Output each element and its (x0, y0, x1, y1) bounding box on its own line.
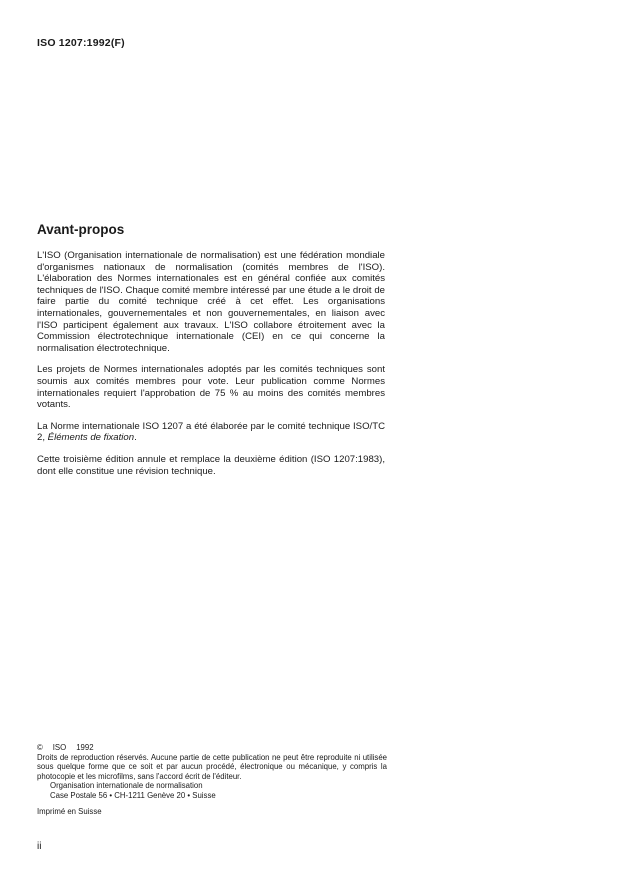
committee-title-italic: Éléments de fixation (47, 432, 135, 444)
copyright-symbol: © (37, 743, 43, 752)
printed-in: Imprimé en Suisse (37, 806, 102, 816)
paragraph-edition: Cette troisième édition annule et remplace la deuxième édition (ISO 1207:1983), dont elle constitue une révision technique. (37, 453, 385, 477)
paragraph-iso-overview: L'ISO (Organisation internationale de normalisation) est une fédération mondiale d'organismes nationaux de normalisation (comités membres de l'ISO). L'élaboration des Normes internationales est en général confiée aux comités techniques de l'ISO. Chaque comité membre intéressé par une étude a le droit de faire partie du comité technique créé à cet effet. Les organisations internationales, gouvernementales et non gouvernementales, en liaison avec l'ISO participent également aux travaux. L'ISO collabore étroitement avec la Commission électrotechnique internationale (CEI) en ce qui concerne la normalisation électrotechnique. (37, 250, 385, 354)
copyright-org: ISO (52, 743, 67, 752)
section-title: Avant-propos (37, 222, 125, 237)
copyright-address: Case Postale 56 • CH-1211 Genève 20 • Suisse (50, 790, 216, 800)
paragraph-committee-text: La Norme internationale ISO 1207 a été élaborée par le comité technique ISO/TC 2, (37, 420, 385, 444)
copyright-block (37, 743, 387, 816)
page-number: ii (37, 841, 42, 852)
paragraph-committee-end: . (134, 432, 137, 444)
foreword-body (37, 250, 385, 484)
copyright-organisation: Organisation internationale de normalisation (50, 781, 203, 791)
copyright-line (37, 743, 387, 753)
paragraph-draft-standards: Les projets de Normes internationales adoptés par les comités techniques sont soumis aux comités membres pour vote. Leur publication comme Normes internationales requiert l'approbation de 75 % au moins des comités membres votants. (37, 364, 385, 411)
document-reference: ISO 1207:1992(F) (37, 37, 125, 49)
paragraph-committee (37, 421, 385, 444)
copyright-year: 1992 (76, 743, 94, 752)
copyright-rights: Droits de reproduction réservés. Aucune partie de cette publication ne peut être reproduite ni utilisée sous quelque forme que ce soit et par aucun procédé, électronique ou mécanique, y compris la photocopie et les microfilms, sans l'accord écrit de l'éditeur. (37, 752, 387, 781)
